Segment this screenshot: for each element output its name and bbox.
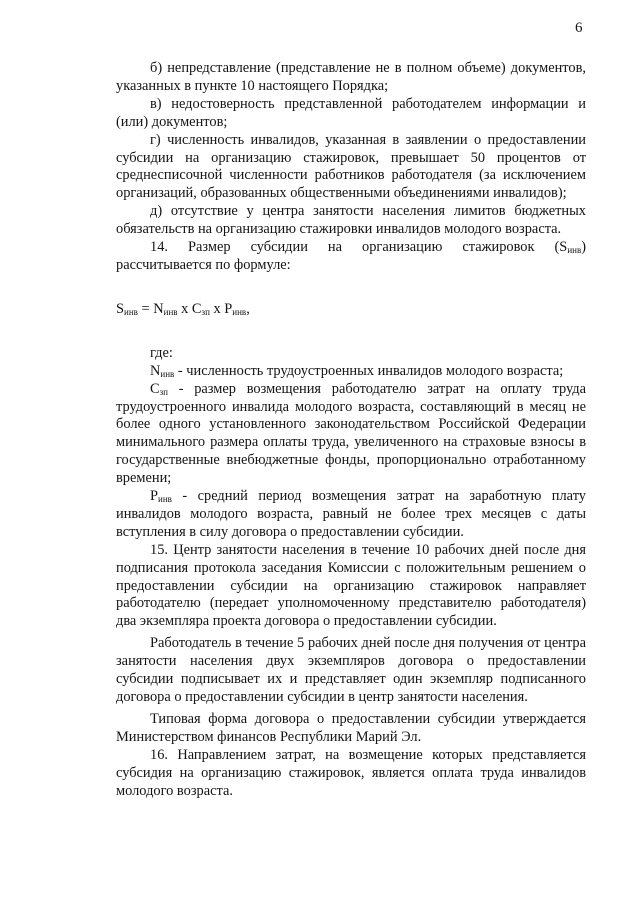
formula-s-sub: инв — [124, 306, 138, 317]
paragraph-d: д) отсутствие у центра занятости населения лимитов бюджетных обязательств на организацию стажировки инвалидов молодого возраста. — [116, 203, 586, 238]
definition-p — [116, 488, 586, 542]
definition-p-text: - средний период возмещения затрат на заработную плату инвалидов молодого возраста, равный не более трех месяцев с даты вступления в силу договора о предоставлении субсидии. — [116, 488, 586, 540]
definition-c-symbol: C — [150, 380, 160, 397]
definition-c — [116, 381, 586, 488]
formula — [116, 301, 586, 319]
formula-n-sub: инв — [163, 306, 178, 317]
paragraph-14 — [116, 239, 586, 275]
page-number: 6 — [575, 20, 583, 36]
formula-end: , — [246, 300, 250, 317]
definition-n-symbol: N — [150, 362, 161, 379]
definition-c-subscript: зп — [159, 386, 168, 397]
definition-n-subscript: инв — [160, 368, 175, 379]
paragraph-14-subscript: инв — [567, 245, 582, 256]
formula-s: S — [116, 300, 125, 317]
paragraph-g: г) численность инвалидов, указанная в заявлении о предоставлении субсидии на организацию стажировок, превышает 50 процентов от среднесписочной численности работников работодателя (за исключением организаций, образованных общественными объединениями инвалидов); — [116, 131, 586, 202]
paragraph-15-typical-form: Типовая форма договора о предоставлении субсидии утверждается Министерством финансов Республики Марий Эл. — [116, 710, 586, 745]
paragraph-b: б) непредставление (представление не в полном объеме) документов, указанных в пункте 10 настоящего Порядка; — [116, 60, 586, 94]
definition-n — [116, 363, 586, 381]
formula-x1: x C — [177, 300, 202, 317]
formula-p-sub: инв — [232, 306, 247, 317]
formula-eq: = N — [137, 300, 164, 317]
document-body — [116, 60, 586, 800]
definition-c-text: - размер возмещения работодателю затрат на оплату труда трудоустроенного инвалида молодого возраста, составляющий в месяц не более одного установленного законодательством Российской Федерации минимального размера оплаты труда, увеличенного на страховые взносы в государственные внебюджетные фонды, пропорционально отработанному времени; — [116, 380, 586, 487]
definition-n-text: - численность трудоустроенных инвалидов молодого возраста; — [174, 362, 564, 379]
definition-p-subscript: инв — [158, 494, 172, 505]
paragraph-14-tail: ) рассчитывается по формуле: — [116, 239, 586, 273]
formula-x2: x P — [209, 300, 233, 317]
paragraph-16: 16. Направлением затрат, на возмещение которых представляется субсидия на организацию стажировок, является оплата труда инвалидов молодого возраста. — [116, 746, 586, 799]
paragraph-15: 15. Центр занятости населения в течение 10 рабочих дней после дня подписания протокола заседания Комиссии с положительным решением о предоставлении субсидии на организацию стажировок направляет работодателю (передает уполномоченному представителю работодателя) два экземпляра проекта договора о предоставлении субсидии. — [116, 541, 586, 630]
paragraph-15-employer: Работодатель в течение 5 рабочих дней после дня получения от центра занятости населения двух экземпляров договора о предоставлении субсидии подписывает их и представляет один экземпляр подписанного договора о предоставлении субсидии в центр занятости населения. — [116, 635, 586, 705]
paragraph-14-text: 14. Размер субсидии на организацию стажировок (S — [150, 239, 568, 256]
paragraph-v: в) недостоверность представленной работодателем информации и (или) документов; — [116, 95, 586, 130]
where-label: где: — [150, 344, 173, 361]
definition-p-symbol: P — [150, 488, 159, 505]
formula-c-sub: зп — [201, 306, 210, 317]
